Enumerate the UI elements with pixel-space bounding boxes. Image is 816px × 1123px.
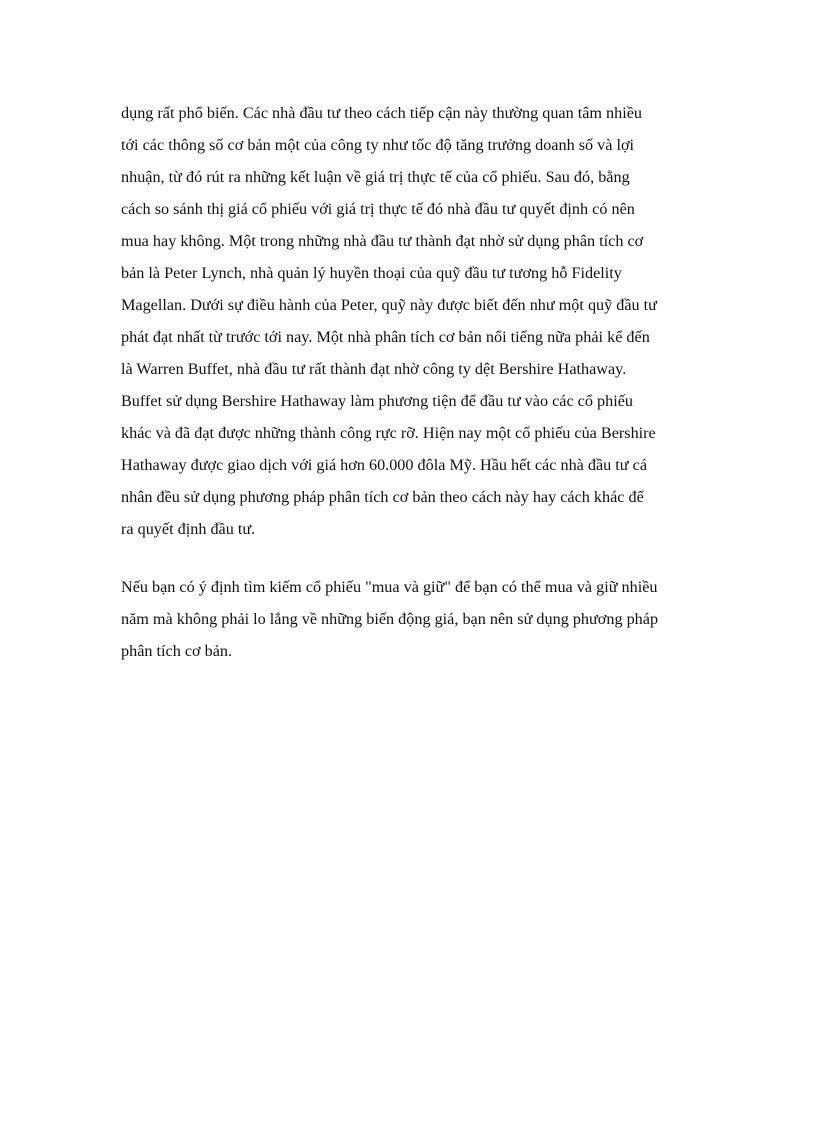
text-line: phát đạt nhất từ trước tới nay. Một nhà phân tích cơ bản nổi tiếng nữa phải kể đến [121, 328, 650, 346]
text-line: phân tích cơ bản. [121, 642, 233, 660]
text-line: mua hay không. Một trong những nhà đầu tư thành đạt nhờ sử dụng phân tích cơ [121, 232, 644, 250]
text-line: Magellan. Dưới sự điều hành của Peter, quỹ này được biết đến như một quỹ đầu tư [121, 296, 657, 314]
text-line: Nếu bạn có ý định tìm kiếm cổ phiếu "mua và giữ" để bạn có thể mua và giữ nhiều [121, 578, 658, 596]
paragraph-2 [121, 571, 696, 667]
text-line: tới các thông số cơ bản một của công ty như tốc độ tăng trưởng doanh số và lợi [121, 136, 635, 154]
text-line: nhân đều sử dụng phương pháp phân tích cơ bản theo cách này hay cách khác để [121, 488, 644, 506]
text-line: ra quyết định đầu tư. [121, 520, 256, 538]
text-line: Buffet sử dụng Bershire Hathaway làm phương tiện để đầu tư vào các cổ phiếu [121, 392, 633, 410]
text-line: cách so sánh thị giá cổ phiếu với giá trị thực tế đó nhà đầu tư quyết định có nên [121, 200, 635, 218]
text-line: nhuận, từ đó rút ra những kết luận về giá trị thực tế của cổ phiếu. Sau đó, bằng [121, 168, 630, 186]
text-line: khác và đã đạt được những thành công rực rỡ. Hiện nay một cổ phiếu của Bershire [121, 424, 656, 442]
text-line: năm mà không phải lo lắng về những biến động giá, bạn nên sử dụng phương pháp [121, 610, 659, 628]
text-line: dụng rất phổ biến. Các nhà đầu tư theo cách tiếp cận này thường quan tâm nhiều [121, 104, 643, 122]
paragraph-1 [121, 97, 696, 545]
text-line: bản là Peter Lynch, nhà quản lý huyền thoại của quỹ đầu tư tương hỗ Fidelity [121, 264, 622, 282]
text-line: là Warren Buffet, nhà đầu tư rất thành đạt nhờ công ty dệt Bershire Hathaway. [121, 360, 627, 378]
text-line: Hathaway được giao dịch với giá hơn 60.000 đôla Mỹ. Hầu hết các nhà đầu tư cá [121, 456, 647, 474]
